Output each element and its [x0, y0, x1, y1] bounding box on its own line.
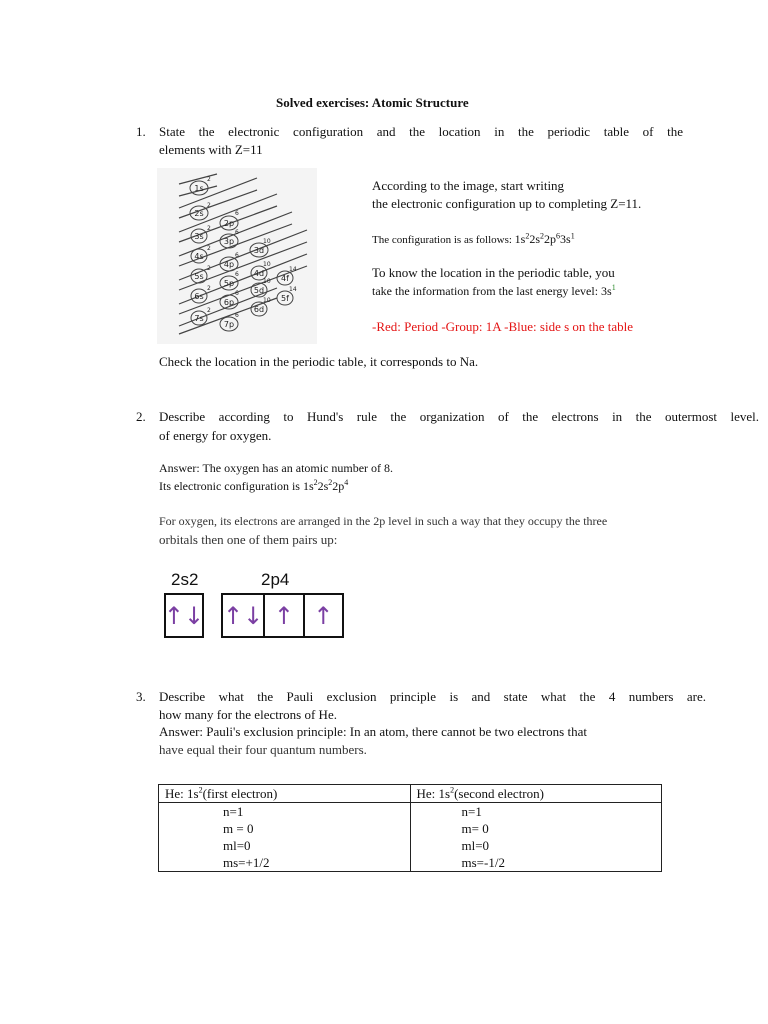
- orbital-boxes-2p: [221, 593, 344, 638]
- orbital-label: 6p: [223, 298, 235, 307]
- q1-question-line1: State the electronic configuration and the location in the periodic table of the: [159, 124, 683, 139]
- orbital-box-2s: ↑↓: [164, 593, 204, 638]
- quantum-value: m= 0: [461, 821, 489, 836]
- quantum-value: n=1: [461, 804, 482, 819]
- q1-explain-line2: the electronic configuration up to completing Z=11.: [372, 196, 642, 211]
- quantum-value: ms=+1/2: [223, 855, 270, 870]
- capacity-label: 14: [289, 286, 297, 293]
- orbital-label: 6s: [194, 292, 204, 301]
- q2-question-line2: of energy for oxygen.: [159, 428, 272, 443]
- orbital-label: 4p: [223, 260, 235, 269]
- orbital-label: 7p: [223, 320, 235, 329]
- capacity-label: 2: [207, 307, 211, 314]
- capacity-label: 6: [235, 252, 239, 259]
- capacity-label: 6: [235, 312, 239, 319]
- q1-red-note: -Red: Period -Group: 1A -Blue: side s on the table: [372, 319, 634, 334]
- capacity-label: 6: [235, 290, 239, 297]
- capacity-label: 2: [207, 245, 211, 252]
- orbital-label: 4f: [281, 274, 289, 283]
- page-title: Solved exercises: Atomic Structure: [276, 95, 469, 110]
- diagonal-rule-diagram: [157, 168, 317, 344]
- table-cell-right: [410, 803, 662, 872]
- q2-arrange-line1: For oxygen, its electrons are arranged in the 2p level in such a way that they occupy the three: [159, 514, 608, 528]
- q3-question-line2: how many for the electrons of He.: [159, 707, 337, 722]
- q2-answer-line1: Answer: The oxygen has an atomic number of 8.: [159, 461, 394, 475]
- quantum-numbers-table: [158, 784, 662, 872]
- capacity-label: 6: [235, 210, 239, 217]
- orbital-label: 2p: [223, 219, 235, 228]
- capacity-label: 2: [207, 265, 211, 272]
- capacity-label: 10: [263, 261, 271, 268]
- q3-number: 3.: [136, 689, 146, 704]
- capacity-label: 2: [207, 285, 211, 292]
- label-2p: 2p4: [261, 570, 290, 589]
- orbital-box-2p-1: ↑↓: [223, 595, 265, 636]
- q3-answer-line1: Answer: Pauli's exclusion principle: In an atom, there cannot be two electrons that: [159, 724, 587, 739]
- capacity-label: 2: [207, 176, 211, 183]
- table-row: [159, 803, 662, 872]
- quantum-value: m = 0: [223, 821, 254, 836]
- q2-answer-line2: Its electronic configuration is $1s^22s^22p^4$: [159, 478, 349, 493]
- capacity-label: 2: [207, 225, 211, 232]
- label-2s: 2s2: [171, 570, 199, 589]
- orbital-label: 6d: [253, 305, 265, 314]
- orbital-label: 5d: [253, 286, 265, 295]
- q2-question-line1: Describe according to Hund's rule the organization of the electrons in the outermost level.: [159, 409, 759, 424]
- q1-explain-line1: According to the image, start writing: [372, 178, 565, 193]
- table-header-right: He: $1s^2(second$ electron): [410, 785, 662, 803]
- orbital-label: 5s: [194, 272, 204, 281]
- orbital-box-2p-3: ↑: [313, 601, 334, 630]
- orbital-label: 4s: [194, 252, 204, 261]
- orbital-label: 3p: [223, 237, 235, 246]
- capacity-label: 2: [207, 202, 211, 209]
- orbital-label: 4d: [253, 269, 265, 278]
- q1-location-line2: take the information from the last energy level: $3s^1$: [372, 283, 616, 298]
- config-prefix: The configuration is as follows:: [372, 234, 515, 246]
- quantum-value: ms=-1/2: [461, 855, 505, 870]
- table-cell-left: [159, 803, 411, 872]
- quantum-value: n=1: [223, 804, 244, 819]
- capacity-label: 6: [235, 229, 239, 236]
- q2-arrange-line2: orbitals then one of them pairs up:: [159, 532, 338, 547]
- orbital-label: 2s: [194, 209, 204, 218]
- capacity-label: 14: [289, 266, 297, 273]
- capacity-label: 10: [263, 297, 271, 304]
- q3-question-line1: Describe what the Pauli exclusion principle is and state what the 4 numbers are.: [159, 689, 706, 704]
- orbital-label: 3s: [194, 232, 204, 241]
- orbital-label: 7s: [194, 314, 204, 323]
- quantum-value: ml=0: [461, 838, 490, 853]
- q3-answer-line2: have equal their four quantum numbers.: [159, 742, 367, 757]
- quantum-value: ml=0: [223, 838, 251, 853]
- q1-configuration: The configuration is as follows: $1s^22s^22p^63s^1$: [372, 231, 575, 246]
- q1-number: 1.: [136, 124, 146, 139]
- orbital-box-2p-2: ↑: [265, 595, 304, 636]
- capacity-label: 10: [263, 238, 271, 245]
- capacity-label: 10: [263, 278, 271, 285]
- q2-number: 2.: [136, 409, 146, 424]
- orbital-label: 1s: [194, 184, 204, 193]
- table-header-row: [159, 785, 662, 803]
- diagonal-rule-svg: [157, 168, 317, 344]
- q1-question-line2: elements with Z=11: [159, 142, 263, 157]
- capacity-label: 6: [235, 271, 239, 278]
- orbital-label: 3d: [253, 246, 265, 255]
- q1-location-line1: To know the location in the periodic table, you: [372, 265, 615, 280]
- q1-check-line: Check the location in the periodic table, it corresponds to Na.: [159, 354, 479, 369]
- orbital-label: 5f: [281, 294, 289, 303]
- table-header-left: He: $1s^2(first$ electron): [159, 785, 411, 803]
- orbital-label: 5p: [223, 279, 235, 288]
